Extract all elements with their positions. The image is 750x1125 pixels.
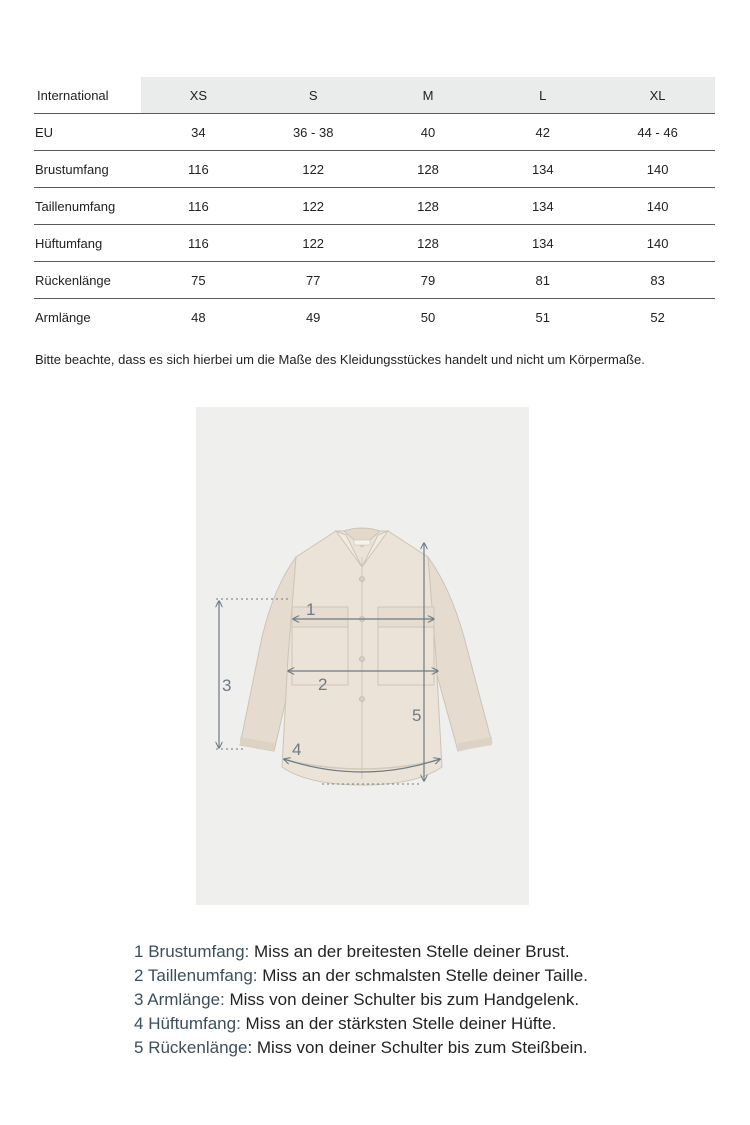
legend-term: Brustumfang: — [148, 942, 250, 961]
table-cell: 50 — [420, 309, 436, 325]
table-cell: 140 — [600, 151, 715, 188]
marker-1: 1 — [306, 600, 316, 619]
table-cell: 116 — [141, 151, 256, 188]
size-header: XS — [141, 77, 256, 114]
table-cell: 134 — [485, 188, 600, 225]
table-cell: 134 — [485, 151, 600, 188]
legend-item — [134, 1036, 588, 1060]
legend-term: Hüftumfang: — [148, 1014, 241, 1033]
row-label: Taillenumfang — [34, 188, 141, 225]
table-cell: 44 - 46 — [600, 114, 715, 151]
legend-num: 1 — [134, 942, 144, 961]
table-cell: 79 — [371, 262, 486, 299]
table-cell: 122 — [256, 225, 371, 262]
legend-item — [134, 1012, 588, 1036]
legend-text: Miss von deiner Schulter bis zum Handgelenk. — [224, 990, 580, 1009]
size-header: M — [371, 77, 486, 114]
legend-num: 3 — [134, 990, 144, 1009]
legend-term: Rückenlänge — [148, 1038, 248, 1057]
table-cell: 48 — [191, 309, 206, 325]
table-cell: 75 — [141, 262, 256, 299]
row-label: Armlänge — [35, 309, 91, 325]
table-cell: 36 - 38 — [256, 114, 371, 151]
measurement-note: Bitte beachte, dass es sich hierbei um die Maße des Kleidungsstückes handelt und nicht um Körpermaße. — [35, 352, 645, 367]
legend-term: Taillenumfang: — [147, 966, 258, 985]
legend-num: 5 — [134, 1038, 144, 1057]
legend-text: Miss an der breitesten Stelle deiner Brust. — [249, 942, 570, 961]
table-cell: 128 — [371, 151, 486, 188]
marker-2: 2 — [318, 675, 328, 694]
table-row — [34, 188, 715, 225]
table-header-row — [34, 77, 715, 114]
table-cell: 140 — [600, 188, 715, 225]
table-cell: 140 — [600, 225, 715, 262]
table-cell: 77 — [256, 262, 371, 299]
size-header: L — [485, 77, 600, 114]
table-cell: 83 — [600, 262, 715, 299]
table-cell: 128 — [371, 188, 486, 225]
measurement-legend — [134, 940, 588, 1060]
table-cell: 128 — [371, 225, 486, 262]
legend-num: 4 — [134, 1014, 144, 1033]
table-cell: 34 — [141, 114, 256, 151]
marker-4: 4 — [292, 740, 302, 759]
legend-text: Miss an der schmalsten Stelle deiner Taille. — [257, 966, 588, 985]
table-cell: 40 — [371, 114, 486, 151]
table-cell: 81 — [485, 262, 600, 299]
size-header: XL — [600, 77, 715, 114]
table-cell: 116 — [141, 188, 256, 225]
table-row — [34, 299, 715, 336]
jacket-diagram — [196, 407, 529, 905]
row-label: Hüftumfang — [34, 225, 141, 262]
table-cell: 49 — [305, 309, 321, 325]
marker-3: 3 — [222, 676, 232, 695]
legend-term: Armlänge: — [147, 990, 225, 1009]
table-row — [34, 151, 715, 188]
table-cell: 134 — [485, 225, 600, 262]
table-row — [34, 225, 715, 262]
legend-item — [134, 940, 588, 964]
legend-item — [134, 988, 588, 1012]
table-cell: 116 — [141, 225, 256, 262]
table-cell: 122 — [256, 151, 371, 188]
legend-item — [134, 964, 588, 988]
table-cell: 122 — [256, 188, 371, 225]
size-header: S — [256, 77, 371, 114]
table-row — [34, 114, 715, 151]
header-label: International — [34, 77, 141, 114]
marker-5: 5 — [412, 706, 422, 725]
legend-text: : Miss von deiner Schulter bis zum Steißbein. — [247, 1038, 588, 1057]
legend-num: 2 — [134, 966, 144, 985]
legend-text: Miss an der stärksten Stelle deiner Hüfte. — [240, 1014, 557, 1033]
row-label: Brustumfang — [34, 151, 141, 188]
table-cell: 51 — [535, 309, 551, 325]
size-table — [34, 77, 715, 335]
jacket-measurement-figure — [196, 407, 529, 905]
table-cell: 52 — [650, 309, 665, 325]
row-label: EU — [34, 114, 141, 151]
jacket-illustration — [240, 528, 492, 785]
table-row — [34, 262, 715, 299]
table-cell: 42 — [485, 114, 600, 151]
row-label: Rückenlänge — [34, 262, 141, 299]
